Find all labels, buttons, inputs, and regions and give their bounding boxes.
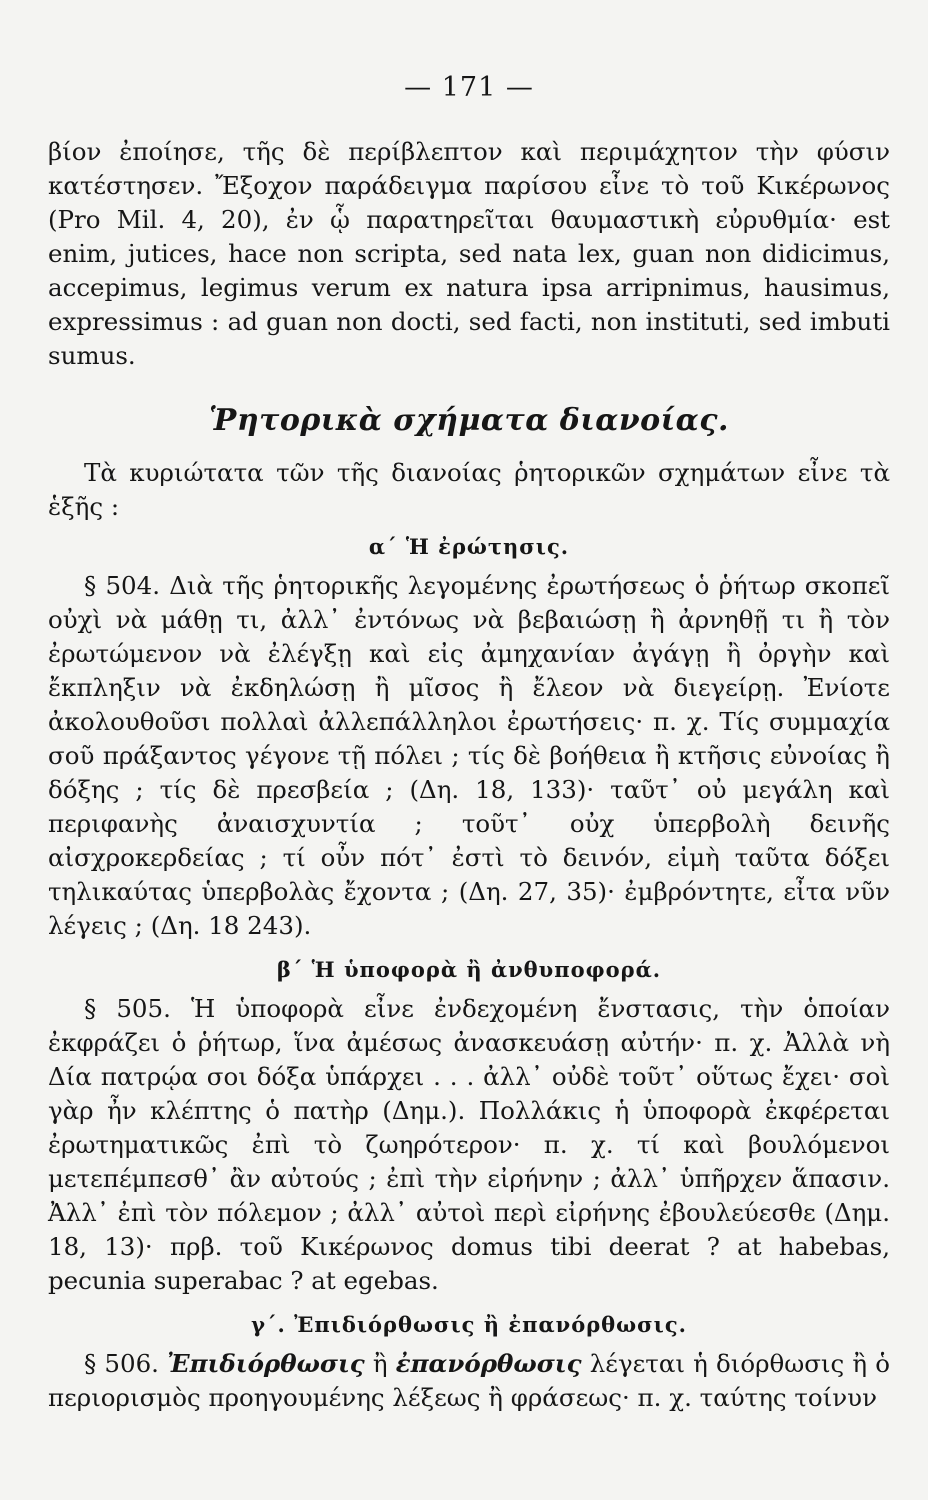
subheading-hypophora: β΄ Ἡ ὑποφορὰ ἢ ἀνθυποφορά. — [276, 957, 662, 982]
paragraph-506-or: ἢ — [372, 1349, 388, 1378]
paragraph-506 — [48, 1347, 890, 1415]
page-number: — 171 — — [404, 72, 534, 103]
paragraph-506-text: λέγεται ἡ διόρθωσις ἢ ὁ περιορισμὸς προηγουμένης λέξεως ἢ φράσεως· π. χ. ταύτης τοίνυν — [48, 1349, 890, 1412]
section-heading: Ῥητορικὰ σχήματα διανοίας. — [209, 403, 729, 438]
subheading-epidiorthosis: γ΄. Ἐπιδιόρθωσις ἢ ἐπανόρθωσις. — [251, 1312, 687, 1337]
section-intro: Τὰ κυριώτατα τῶν τῆς διανοίας ῥητορικῶν σχημάτων εἶνε τὰ ἑξῆς : — [48, 458, 890, 521]
term-epidiorthosis: Ἐπιδιόρθωσις — [167, 1349, 365, 1378]
intro-paragraph: βίον ἐποίησε, τῆς δὲ περίβλεπτον καὶ περιμάχητον τὴν φύσιν κατέστησεν. Ἔξοχον παράδειγμα παρίσου εἶνε τὸ τοῦ Κικέρωνος (Pro Mil. 4, 20), ἐν ᾧ παρατηρεῖται θαυμαστικὴ εὐρυθμία· est enim, jutices, hace non scripta, sed nata lex, guan non didicimus, accepimus, legimus verum ex natura ipsa arripnimus, hausimus, expressimus : ad guan non docti, sed facti, non instituti, sed imbuti sumus. — [48, 137, 890, 370]
subheading-erotesis: α΄ Ἡ ἐρώτησις. — [368, 534, 570, 559]
paragraph-506-number: § 506. — [84, 1349, 159, 1378]
term-epanorthosis: ἐπανόρθωσις — [395, 1349, 582, 1378]
paragraph-504: § 504. Διὰ τῆς ῥητορικῆς λεγομένης ἐρωτήσεως ὁ ῥήτωρ σκοπεῖ οὐχὶ νὰ μάθῃ τι, ἀλλ᾽ ἐντόνως νὰ βεβαιώσῃ ἢ ἀρνηθῇ τι ἢ τὸν ἐρωτώμενον νὰ ἐλέγξῃ καὶ εἰς ἀμηχανίαν ἀγάγῃ ἢ ὀργὴν καὶ ἔκπληξιν νὰ ἐκδηλώσῃ ἢ μῖσος ἢ ἔλεον νὰ διεγείρῃ. Ἐνίοτε ἀκολουθοῦσι πολλαὶ ἀλλεπάλληλοι ἐρωτήσεις· π. χ. Τίς συμμαχία σοῦ πράξαντος γέγονε τῇ πόλει ; τίς δὲ βοήθεια ἢ κτῆσις εὐνοίας ἢ δόξης ; τίς δὲ πρεσβεία ; (Δη. 18, 133)· ταῦτ᾽ οὐ μεγάλη καὶ περιφανὴς ἀναισχυντία ; τοῦτ᾽ οὐχ ὑπερβολὴ δεινῆς αἰσχροκερδείας ; τί οὖν πότ᾽ ἐστὶ τὸ δεινόν, εἰμὴ ταῦτα δόξει τηλικαύτας ὑπερβολὰς ἔχοντα ; (Δη. 27, 35)· ἐμβρόντητε, εἶτα νῦν λέγεις ; (Δη. 18 243). — [48, 571, 890, 940]
paragraph-505: § 505. Ἡ ὑποφορὰ εἶνε ἐνδεχομένη ἔνστασις, τὴν ὁποίαν ἐκφράζει ὁ ῥήτωρ, ἵνα ἀμέσως ἀνασκευάσῃ αὐτήν· π. χ. Ἀλλὰ νὴ Δία πατρῴα σοι δόξα ὑπάρχει . . . ἀλλ᾽ οὐδὲ τοῦτ᾽ οὕτως ἔχει· σοὶ γὰρ ἦν κλέπτης ὁ πατὴρ (Δημ.). Πολλάκις ἡ ὑποφορὰ ἐκφέρεται ἐρωτηματικῶς ἐπὶ τὸ ζωηρότερον· π. χ. τί καὶ βουλόμενοι μετεπέμπεσθ᾽ ἂν αὐτούς ; ἐπὶ τὴν εἰρήνην ; ἀλλ᾽ ὑπῆρχεν ἅπασιν. Ἀλλ᾽ ἐπὶ τὸν πόλεμον ; ἀλλ᾽ αὐτοὶ περὶ εἰρήνης ἐβουλεύεσθε (Δημ. 18, 13)· πρβ. τοῦ Κικέρωνος domus tibi deerat ? at habebas, pecunia superabac ? at egebas. — [48, 994, 890, 1295]
